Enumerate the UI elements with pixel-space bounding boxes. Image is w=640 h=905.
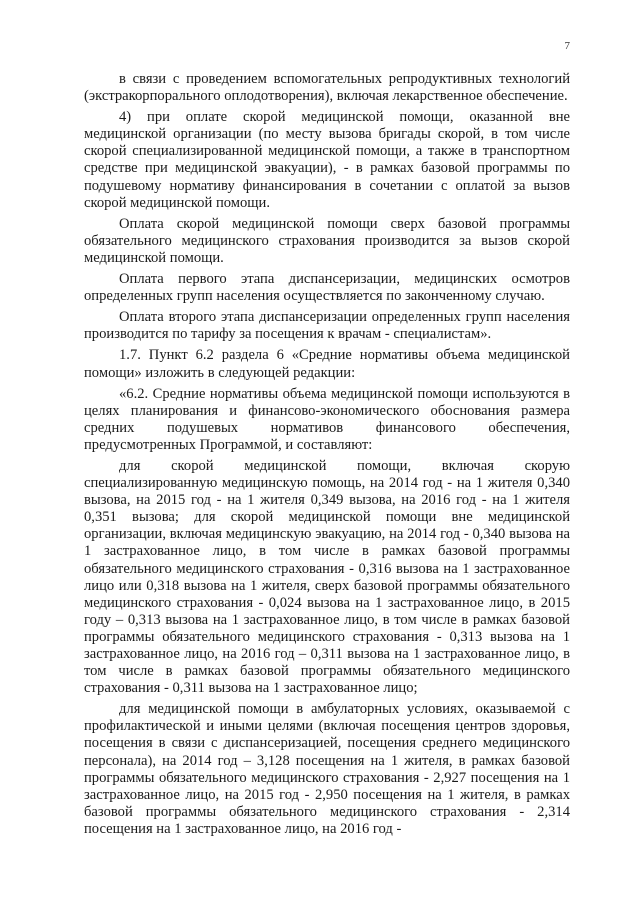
paragraph-first-stage: Оплата первого этапа диспансеризации, медицинских осмотров определенных групп населения осуществляется по законченному случаю. — [84, 271, 570, 305]
paragraph-clause-6-2: «6.2. Средние нормативы объема медицинской помощи используются в целях планирования и финансово-экономического обоснования размера средних подушевых нормативов финансового обеспечения, предусмотренных Программой, и составляют: — [84, 385, 570, 453]
paragraph-ambulance-payment: Оплата скорой медицинской помощи сверх базовой программы обязательного медицинского страхования производится за вызов скорой медицинской помощи. — [84, 215, 570, 266]
page-number: 7 — [564, 40, 570, 52]
paragraph-outpatient-norms: для медицинской помощи в амбулаторных условиях, оказываемой с профилактической и иными целями (включая посещения центров здоровья, посещения в связи с диспансеризацией, посещения среднего медицинского персонала), на 2014 год – 3,128 посещения на 1 жителя, в рамках базовой программы обязательного медицинского страхования - 2,927 посещения на 1 застрахованное лицо, на 2015 год - 2,950 посещения на 1 жителя, в рамках базовой программы обязательного медицинского страхования - 2,314 посещения на 1 застрахованное лицо, на 2016 год - — [84, 701, 570, 837]
paragraph-continuation: в связи с проведением вспомогательных репродуктивных технологий (экстракорпорального оплодотворения), включая лекарственное обеспечение. — [84, 71, 570, 105]
document-body — [84, 71, 570, 842]
paragraph-clause-1-7: 1.7. Пункт 6.2 раздела 6 «Средние нормативы объема медицинской помощи» изложить в следующей редакции: — [84, 347, 570, 381]
paragraph-ambulance-norms: для скорой медицинской помощи, включая скорую специализированную медицинскую помощь, на 2014 год - на 1 жителя 0,340 вызова, на 2015 год - на 1 жителя 0,349 вызова, на 2016 год - на 1 жителя 0,351 вызова; для скорой медицинской помощи вне медицинской организации, включая медицинскую эвакуацию, на 2014 год - 0,340 вызова на 1 застрахованное лицо, в том числе в рамках базовой программы обязательного медицинского страхования - 0,316 вызова на 1 застрахованное лицо или 0,318 вызова на 1 жителя, сверх базовой программы обязательного медицинского страхования - 0,024 вызова на 1 застрахованное лицо, в 2015 году – 0,313 вызова на 1 застрахованное лицо, в том числе в рамках базовой программы обязательного медицинского страхования - 0,313 вызова на 1 застрахованное лицо, на 2016 год – 0,311 вызова на 1 застрахованное лицо, в том числе в рамках базовой программы обязательного медицинского страхования - 0,311 вызова на 1 застрахованное лицо; — [84, 457, 570, 697]
paragraph-item-4: 4) при оплате скорой медицинской помощи, оказанной вне медицинской организации (по месту вызова бригады скорой, в том числе скорой специализированной медицинской помощи, а также в транспортном средстве при медицинской эвакуации), - в рамках базовой программы по подушевому нормативу финансирования в сочетании с оплатой за вызов скорой медицинской помощи. — [84, 109, 570, 211]
paragraph-second-stage: Оплата второго этапа диспансеризации определенных групп населения производится по тарифу за посещения к врачам - специалистам». — [84, 309, 570, 343]
